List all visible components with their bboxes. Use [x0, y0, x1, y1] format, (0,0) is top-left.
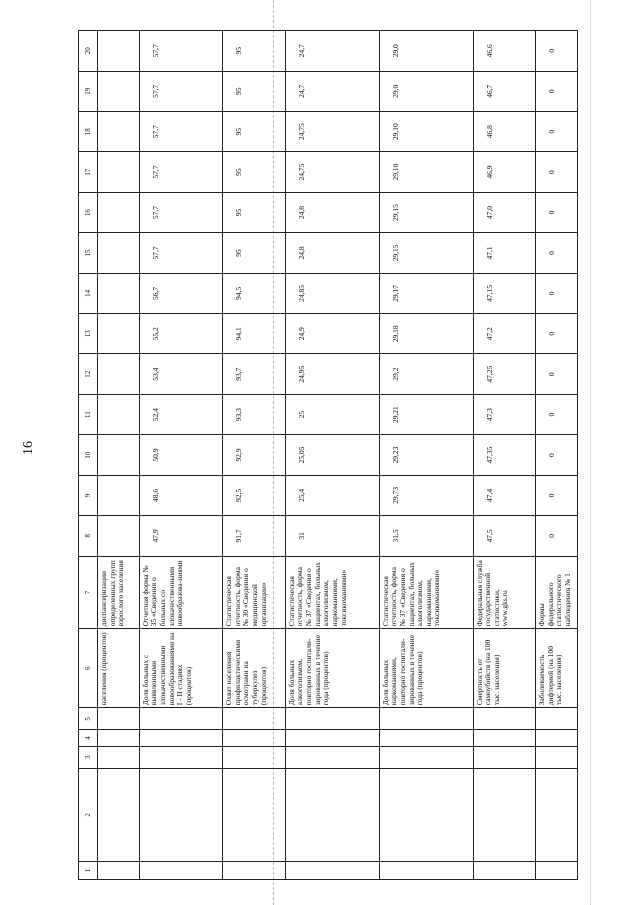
value-cell: 29,15	[379, 192, 473, 232]
value-cell: 29,10	[379, 111, 473, 151]
value-cell: 24,9	[285, 314, 379, 354]
value-cell	[98, 435, 140, 475]
value-cell: 47,0	[473, 192, 536, 232]
empty-cell	[223, 861, 286, 879]
value-cell: 0	[536, 111, 578, 151]
value-cell: 0	[536, 192, 578, 232]
source-cell: Статистическая отчетность, форма № 37 «Сведения о пациентах, больных алкоголизмом, наркоманиями, токсикоманиями»	[285, 556, 379, 629]
value-cell: 47,3	[473, 394, 536, 434]
column-number: 11	[79, 394, 98, 434]
value-cell: 0	[536, 152, 578, 192]
empty-cell	[223, 746, 286, 768]
empty-cell	[536, 708, 578, 730]
value-cell	[98, 394, 140, 434]
value-cell: 92,5	[223, 475, 286, 515]
empty-cell	[536, 730, 578, 746]
empty-cell	[473, 746, 536, 768]
empty-cell	[473, 730, 536, 746]
value-cell: 53,4	[139, 354, 222, 394]
value-cell: 31,5	[379, 516, 473, 556]
column-number: 8	[79, 516, 98, 556]
value-cell: 95	[223, 233, 286, 273]
value-cell	[98, 516, 140, 556]
value-cell: 47,35	[473, 435, 536, 475]
value-cell: 29,23	[379, 435, 473, 475]
value-cell: 25,4	[285, 475, 379, 515]
value-cell	[98, 31, 140, 72]
value-cell: 57,7	[139, 152, 222, 192]
value-cell: 50,9	[139, 435, 222, 475]
column-number: 13	[79, 314, 98, 354]
value-cell: 47,25	[473, 354, 536, 394]
column-number: 3	[79, 746, 98, 768]
value-cell: 95	[223, 152, 286, 192]
column-number: 9	[79, 475, 98, 515]
value-cell: 55,2	[139, 314, 222, 354]
value-cell: 94,5	[223, 273, 286, 313]
value-cell	[98, 475, 140, 515]
value-cell: 94,1	[223, 314, 286, 354]
indicator-cell: Доля больных алкоголизмом, повторно госпитали-зированных в течение года (процентов)	[285, 629, 379, 708]
column-number: 15	[79, 233, 98, 273]
value-cell: 29,17	[379, 273, 473, 313]
value-cell: 46,6	[473, 31, 536, 72]
value-cell: 24,75	[285, 111, 379, 151]
value-cell: 0	[536, 71, 578, 111]
value-cell: 57,7	[139, 233, 222, 273]
empty-cell	[98, 730, 140, 746]
empty-cell	[473, 861, 536, 879]
source-cell: Формы федерального статистического наблюдения № 1	[536, 556, 578, 629]
value-cell: 0	[536, 314, 578, 354]
value-cell: 0	[536, 516, 578, 556]
empty-cell	[139, 768, 222, 861]
value-cell: 29,15	[379, 233, 473, 273]
indicators-table	[78, 30, 578, 880]
empty-cell	[285, 708, 379, 730]
value-cell: 0	[536, 233, 578, 273]
value-cell: 24,95	[285, 354, 379, 394]
column-number: 19	[79, 71, 98, 111]
indicator-cell: Охват населения профилактическими осмотрами на туберкулез (процентов)	[223, 629, 286, 708]
empty-cell	[98, 708, 140, 730]
value-cell: 46,8	[473, 111, 536, 151]
column-number: 7	[79, 556, 98, 629]
value-cell: 93,3	[223, 394, 286, 434]
source-cell: Федеральная служба государственной статистики, www.gks.ru	[473, 556, 536, 629]
empty-cell	[98, 861, 140, 879]
table-row	[139, 31, 222, 880]
value-cell: 0	[536, 475, 578, 515]
page-number: 16	[21, 441, 36, 455]
table-row	[379, 31, 473, 880]
value-cell	[98, 111, 140, 151]
column-number: 16	[79, 192, 98, 232]
value-cell: 52,4	[139, 394, 222, 434]
value-cell: 47,4	[473, 475, 536, 515]
source-cell: Статистическая отчетность, форма № 30 «Сведения о медицинской организации»	[223, 556, 286, 629]
empty-cell	[536, 768, 578, 861]
value-cell: 93,7	[223, 354, 286, 394]
header-row	[79, 31, 98, 880]
empty-cell	[285, 861, 379, 879]
empty-cell	[223, 768, 286, 861]
column-number: 2	[79, 768, 98, 861]
value-cell: 0	[536, 354, 578, 394]
value-cell: 24,7	[285, 71, 379, 111]
value-cell: 47,1	[473, 233, 536, 273]
value-cell: 24,8	[285, 192, 379, 232]
value-cell: 46,9	[473, 152, 536, 192]
source-cell: Отчетная форма № 35 «Сведения о больных со злокачественными новообразова-ниями	[139, 556, 222, 629]
empty-cell	[223, 708, 286, 730]
value-cell: 29,10	[379, 152, 473, 192]
column-number: 20	[79, 31, 98, 72]
empty-cell	[473, 708, 536, 730]
empty-cell	[379, 708, 473, 730]
fold-line	[590, 0, 591, 905]
value-cell: 24,75	[285, 152, 379, 192]
table-row	[473, 31, 536, 880]
value-cell: 29,21	[379, 394, 473, 434]
value-cell: 47,9	[139, 516, 222, 556]
value-cell: 29,0	[379, 71, 473, 111]
value-cell: 95	[223, 192, 286, 232]
column-number: 6	[79, 629, 98, 708]
value-cell	[98, 314, 140, 354]
value-cell: 29,2	[379, 354, 473, 394]
indicator-cell: населения (процентов)	[98, 629, 140, 708]
value-cell	[98, 192, 140, 232]
value-cell: 25,05	[285, 435, 379, 475]
value-cell	[98, 273, 140, 313]
source-cell: диспансеризации определенных групп взрослого населения	[98, 556, 140, 629]
empty-cell	[223, 730, 286, 746]
value-cell: 47,15	[473, 273, 536, 313]
value-cell: 29,18	[379, 314, 473, 354]
value-cell: 24,8	[285, 233, 379, 273]
value-cell: 57,7	[139, 71, 222, 111]
empty-cell	[98, 768, 140, 861]
table-row	[285, 31, 379, 880]
value-cell: 57,7	[139, 111, 222, 151]
empty-cell	[379, 768, 473, 861]
column-number: 18	[79, 111, 98, 151]
empty-cell	[285, 746, 379, 768]
column-number: 12	[79, 354, 98, 394]
value-cell: 29,0	[379, 31, 473, 72]
value-cell: 25	[285, 394, 379, 434]
source-cell: Статистическая отчетность, форма № 37 «Сведения о пациентах, больных алкоголизмом, наркоманиями, токсикоманиями»	[379, 556, 473, 629]
indicator-cell: Заболеваемость дифтерией (на 100 тыс. населения)	[536, 629, 578, 708]
rotated-table-wrapper	[78, 30, 578, 880]
value-cell: 47,2	[473, 314, 536, 354]
value-cell: 48,6	[139, 475, 222, 515]
empty-cell	[536, 861, 578, 879]
value-cell: 0	[536, 394, 578, 434]
empty-cell	[285, 768, 379, 861]
empty-cell	[473, 768, 536, 861]
value-cell: 56,7	[139, 273, 222, 313]
value-cell: 95	[223, 71, 286, 111]
value-cell: 92,9	[223, 435, 286, 475]
empty-cell	[139, 861, 222, 879]
value-cell: 24,85	[285, 273, 379, 313]
value-cell: 0	[536, 31, 578, 72]
empty-cell	[379, 730, 473, 746]
empty-cell	[139, 746, 222, 768]
column-number: 5	[79, 708, 98, 730]
table-row	[223, 31, 286, 880]
column-number: 1	[79, 861, 98, 879]
value-cell	[98, 152, 140, 192]
value-cell: 57,7	[139, 192, 222, 232]
empty-cell	[285, 730, 379, 746]
empty-cell	[379, 861, 473, 879]
empty-cell	[536, 746, 578, 768]
value-cell: 95	[223, 31, 286, 72]
empty-cell	[139, 730, 222, 746]
value-cell: 57,7	[139, 31, 222, 72]
value-cell: 29,73	[379, 475, 473, 515]
value-cell: 91,7	[223, 516, 286, 556]
value-cell	[98, 71, 140, 111]
value-cell: 31	[285, 516, 379, 556]
value-cell: 0	[536, 273, 578, 313]
value-cell: 46,7	[473, 71, 536, 111]
column-number: 14	[79, 273, 98, 313]
indicator-cell: Доля больных с выявленными злокачественными новообразованиями на I - II стадиях (процентов)	[139, 629, 222, 708]
value-cell	[98, 354, 140, 394]
indicator-cell: Смертность от самоубийств (на 100 тыс. населения)	[473, 629, 536, 708]
empty-cell	[98, 746, 140, 768]
table-row	[98, 31, 140, 880]
value-cell	[98, 233, 140, 273]
value-cell: 47,5	[473, 516, 536, 556]
value-cell: 95	[223, 111, 286, 151]
value-cell: 0	[536, 435, 578, 475]
column-number: 4	[79, 730, 98, 746]
column-number: 10	[79, 435, 98, 475]
column-number: 17	[79, 152, 98, 192]
table-row	[536, 31, 578, 880]
empty-cell	[139, 708, 222, 730]
value-cell: 24,7	[285, 31, 379, 72]
empty-cell	[379, 746, 473, 768]
indicator-cell: Доля больных наркоманиями, повторно госпитали-зированных в течение года (процентов)	[379, 629, 473, 708]
